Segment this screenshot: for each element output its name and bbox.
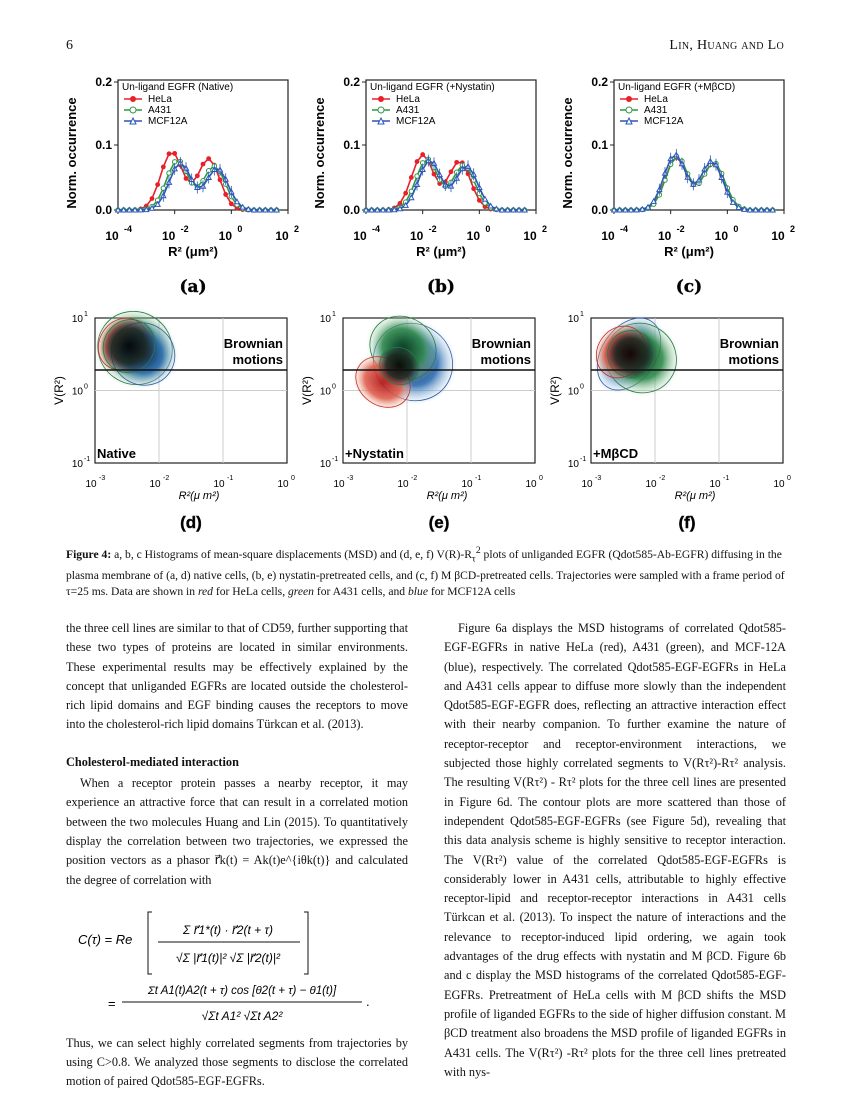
y-axis-label: V(R²) — [300, 376, 314, 405]
x-tick-label: 10 — [149, 479, 161, 490]
x-tick-exponent: -2 — [676, 224, 685, 234]
data-point — [206, 156, 211, 161]
x-tick-label: 10 — [581, 479, 593, 490]
condition-label: +Nystatin — [345, 446, 404, 461]
x-tick-label: 10 — [333, 479, 345, 490]
data-point — [201, 162, 206, 167]
data-point — [184, 176, 189, 181]
panel-label: (e) — [428, 513, 450, 532]
x-tick-exponent: 0 — [291, 475, 295, 482]
data-point — [409, 175, 414, 180]
x-tick-label: 10 — [523, 229, 537, 243]
y-tick-label: 10 — [567, 314, 579, 325]
y-tick-exponent: 1 — [332, 311, 336, 318]
eq-den2: √Σt A1² √Σt A2² — [201, 1008, 283, 1023]
caption-blue: blue — [408, 585, 428, 599]
y-tick-exponent: 0 — [84, 383, 88, 391]
legend-marker — [378, 107, 384, 113]
x-tick-label: 10 — [397, 479, 409, 490]
data-point — [415, 159, 420, 164]
caption-green: green — [288, 585, 314, 599]
x-tick-exponent: -1 — [723, 475, 730, 482]
x-tick-exponent: -2 — [659, 475, 666, 482]
histogram-panel — [312, 75, 547, 297]
histogram-panel — [560, 75, 795, 297]
eq-equals: = — [108, 995, 116, 1011]
x-tick-exponent: -3 — [595, 475, 602, 482]
figure-caption: Figure 4: a, b, c Histograms of mean-square displacements (MSD) and (d, e, f) $V(R)-R_\tau^2$ plots of unliganded EGFR (Qdot585-Ab-EGFR) diffusing in the plasma membrane of (a, d) native cells, (b, e) nystatin-pretreated cells, and (c, f) M βCD-pretreated cells. Trajectories were sampled with a frame period of τ=25 ms. Data are shown in red for HeLa cells, green for A431 cells, and blue for MCF12A cells — [66, 545, 785, 599]
y-axis-label: V(R²) — [548, 376, 562, 405]
legend-marker — [130, 107, 136, 113]
x-axis-label: R²(μ m²) — [426, 490, 468, 502]
x-tick-label: 10 — [85, 479, 97, 490]
x-tick-exponent: -3 — [99, 475, 106, 482]
x-tick-label: 10 — [466, 229, 481, 243]
brownian-label: motions — [232, 352, 283, 367]
legend-title: Un-ligand EGFR (Native) — [122, 82, 234, 93]
y-tick-label: 10 — [319, 459, 331, 470]
legend-marker — [378, 96, 384, 102]
eq-den1: √Σ |r⃗1(t)|² √Σ |r⃗2(t)|² — [176, 950, 280, 965]
data-point — [155, 182, 160, 187]
y-tick-exponent: 0 — [332, 383, 336, 391]
x-tick-label: 10 — [709, 479, 721, 490]
x-tick-exponent: 0 — [733, 224, 739, 234]
y-tick-label: 0.2 — [343, 75, 360, 89]
data-point — [449, 169, 454, 174]
y-tick-exponent: -1 — [580, 456, 587, 463]
data-point — [640, 207, 645, 212]
legend-marker — [130, 96, 136, 102]
figure-4 — [0, 0, 850, 540]
y-tick-exponent: 1 — [580, 311, 584, 318]
y-tick-exponent: -1 — [332, 456, 339, 463]
left-paragraph-2: When a receptor protein passes a nearby receptor, it may experience an attractive force that can result in a correlated motion between the two molecules Huang and Lin (2015). To quantitatively display the correlation between two trajectories, we expressed the position vectors as a phasor r⃗k(t) = Ak(t)e^{iθk(t)} and calculated the degree of correlation with — [66, 776, 408, 887]
running-head: Lin, Huang and Lo — [669, 38, 784, 53]
x-tick-exponent: -4 — [620, 224, 629, 234]
eq-dot: . — [366, 993, 370, 1009]
data-point — [403, 191, 408, 196]
x-tick-label: 10 — [409, 229, 424, 243]
y-tick-label: 10 — [319, 386, 331, 398]
panel-label: (a) — [179, 277, 207, 297]
x-tick-exponent: -4 — [124, 224, 133, 234]
contour-panel — [548, 301, 791, 532]
x-axis-label: R²(μ m²) — [674, 490, 716, 502]
data-point — [454, 160, 459, 165]
panel-label: (f) — [678, 513, 696, 532]
data-point — [195, 173, 200, 178]
x-tick-exponent: -2 — [180, 224, 189, 234]
histogram-panel — [64, 75, 299, 297]
legend-title: Un-ligand EGFR (+Nystatin) — [370, 82, 495, 93]
x-axis-label: R² (μm²) — [168, 244, 218, 259]
x-tick-label: 10 — [218, 229, 233, 243]
y-tick-label: 0.0 — [95, 203, 112, 217]
y-tick-label: 0.0 — [343, 203, 360, 217]
x-tick-exponent: 0 — [539, 475, 543, 482]
condition-label: +MβCD — [593, 446, 639, 461]
x-tick-label: 10 — [213, 479, 225, 490]
x-axis-label: R² (μm²) — [416, 244, 466, 259]
y-tick-label: 10 — [567, 386, 579, 398]
y-axis-label: Norm. occurrence — [312, 97, 327, 209]
eq-lhs: C(τ) = Re — [78, 931, 133, 947]
brownian-label: motions — [728, 352, 779, 367]
legend-entry: HeLa — [396, 94, 420, 105]
eq-num1: Σ r⃗1*(t) · r⃗2(t + τ) — [183, 922, 273, 937]
caption-text-1: a, b, c Histograms of mean-square displacements (MSD) and (d, e, f) V(R — [111, 547, 457, 561]
x-tick-exponent: 2 — [542, 224, 548, 234]
condition-label: Native — [97, 446, 137, 461]
x-tick-exponent: 0 — [787, 475, 791, 482]
y-tick-label: 10 — [71, 386, 83, 398]
right-column — [444, 619, 786, 1082]
x-tick-label: 10 — [275, 229, 289, 243]
x-tick-label: 10 — [161, 229, 176, 243]
caption-text-5: for MCF12A cells — [427, 585, 516, 599]
caption-red: red — [197, 585, 213, 599]
contour-panel — [52, 291, 295, 532]
legend-entry: A431 — [644, 105, 668, 116]
caption-math: $R_\tau^2$ — [464, 545, 481, 565]
page-number: 6 — [66, 38, 73, 53]
y-tick-label: 0.1 — [343, 138, 360, 152]
legend-marker — [626, 107, 632, 113]
x-tick-exponent: -4 — [372, 224, 381, 234]
panel-label: (d) — [180, 513, 202, 532]
y-axis-label: V(R²) — [52, 376, 66, 405]
x-tick-exponent: 0 — [237, 224, 243, 234]
y-tick-label: 10 — [319, 314, 331, 325]
section-heading: Cholesterol-mediated interaction — [66, 754, 239, 769]
y-axis-label: Norm. occurrence — [64, 97, 79, 209]
data-point — [167, 171, 171, 175]
x-axis-label: R²(μ m²) — [178, 490, 220, 502]
y-axis-label: Norm. occurrence — [560, 97, 575, 209]
left-column — [66, 619, 408, 1092]
data-point — [223, 192, 228, 197]
left-paragraph-1: the three cell lines are similar to that of CD59, further supporting that these two types of proteins are located in similar environments. These experimental results may be effectively explained by the concept that unliganded EGFRs are located outside the cholesterol-rich lipid domains and EGF binding causes the receptors to move into the cholesterol-rich lipid domains Türkcan et al. (2013). — [66, 621, 408, 732]
x-tick-label: 10 — [353, 229, 367, 243]
x-tick-label: 10 — [601, 229, 615, 243]
eq-num2: Σt A1(t)A2(t + τ) cos [θ2(t + τ) − θ1(t)] — [147, 984, 337, 997]
x-tick-label: 10 — [525, 479, 537, 490]
y-tick-exponent: -1 — [84, 456, 91, 463]
x-tick-label: 10 — [771, 229, 785, 243]
y-tick-label: 0.2 — [95, 75, 112, 89]
data-point — [172, 151, 177, 156]
x-tick-label: 10 — [714, 229, 729, 243]
x-tick-exponent: -3 — [347, 475, 354, 482]
x-tick-label: 10 — [773, 479, 785, 490]
caption-label: Figure 4: — [66, 547, 112, 561]
y-tick-label: 10 — [71, 314, 83, 325]
x-axis-label: R² (μm²) — [664, 244, 714, 259]
y-tick-exponent: 1 — [84, 311, 88, 318]
x-tick-label: 10 — [277, 479, 289, 490]
legend-entry: MCF12A — [396, 116, 436, 127]
data-point — [494, 206, 499, 211]
legend-entry: A431 — [396, 105, 420, 116]
x-tick-exponent: -1 — [475, 475, 482, 482]
x-tick-label: 10 — [657, 229, 672, 243]
caption-text-2: plots of unliganded EGFR (Qdot585-Ab-EGFR) diffusing in the plasma membrane of (a, d) native cells, (b, e) nystatin-pretreated cells, and (c, f) M βCD-pretreated cells. Trajectories were sampled with a frame period of τ=25 ms. Data are shown in — [66, 547, 785, 599]
y-tick-label: 0.1 — [95, 138, 112, 152]
data-point — [471, 186, 476, 191]
caption-text-4: for A431 cells, and — [313, 585, 408, 599]
x-tick-exponent: 2 — [790, 224, 796, 234]
x-tick-label: 10 — [105, 229, 119, 243]
x-tick-exponent: -2 — [428, 224, 437, 234]
data-point — [229, 201, 234, 206]
legend-entry: HeLa — [148, 94, 172, 105]
y-tick-label: 0.2 — [591, 75, 608, 89]
plot-frame — [614, 80, 784, 210]
x-tick-exponent: 0 — [485, 224, 491, 234]
data-point — [150, 196, 155, 201]
x-tick-exponent: -2 — [411, 475, 418, 482]
x-tick-exponent: -1 — [227, 475, 234, 482]
y-tick-label: 10 — [567, 459, 579, 470]
y-tick-label: 0.1 — [591, 138, 608, 152]
data-point — [246, 207, 251, 212]
panel-label: (b) — [427, 277, 455, 297]
left-paragraph-3: Thus, we can select highly correlated segments from trajectories by using C>0.8. We analyzed those segments to disclose the correlated motion of paired Qdot585-EGF-EGFRs. — [66, 1035, 408, 1089]
correlation-equation — [66, 896, 408, 1026]
data-point — [420, 152, 425, 157]
y-tick-exponent: 0 — [580, 383, 584, 391]
legend-title: Un-ligand EGFR (+MβCD) — [618, 82, 736, 93]
panel-label: (c) — [675, 277, 703, 297]
brownian-label: Brownian — [223, 336, 283, 351]
data-point — [415, 174, 419, 178]
y-tick-label: 10 — [71, 459, 83, 470]
legend-entry: MCF12A — [148, 116, 188, 127]
legend-entry: HeLa — [644, 94, 668, 105]
legend-marker — [626, 96, 632, 102]
right-paragraph-1: Figure 6a displays the MSD histograms of correlated Qdot585-EGF-EGFRs in native HeLa (red), A431 (green), and MCF-12A (blue), respectively. The correlated Qdot585-EGF-EGFRs in HeLa and A431 cells appear to diffuse more slowly than the independent Qdot585-EGF-EGFR does, reflecting an attractive interaction effect with their nearby companion. To further examine the nature of receptor-receptor and receptor-environment interactions, we subjected those highly correlated segments to V(Rτ²)-Rτ² analysis. The resulting V(Rτ²) - Rτ² plots for the three cell lines are presented in Figure 6d. The contour plots are more scattered than those of independent Qdot585-EGF-EGFRs (see Figure 5d), revealing that this data analysis scheme is highly sensitive to receptor interaction. The V(Rτ²) value of the correlated Qdot585-EGF-EGFRs is considerably lower in A431 cells, attributable to highly effective receptor-lipid and receptor-receptor interactions in A431 cells Türkcan et al. (2013). To inspect the nature of interactions and the relevance to receptor-induced lipid ordering, we again took advantages of the drug effects with nystatin and M βCD. Figure 6b and c display the MSD histograms of the correlated Qdot585-EGF-EGFRs. Pretreatment of HeLa cells with M βCD shifts the MSD profile of liganded EGFRs to the side of higher diffusion constant. M βCD treatment also broadens the MSD profile of liganded EGFRs in A431 cells. The V(Rτ²) -Rτ² plots for the three cell lines pretreated with nys- — [444, 621, 786, 1079]
data-point — [161, 165, 166, 170]
caption-text-3: for HeLa cells, — [212, 585, 288, 599]
x-tick-label: 10 — [461, 479, 473, 490]
data-point — [477, 198, 482, 203]
y-tick-label: 0.0 — [591, 203, 608, 217]
brownian-label: Brownian — [471, 336, 531, 351]
x-tick-exponent: -2 — [163, 475, 170, 482]
data-point — [167, 151, 172, 156]
x-tick-label: 10 — [645, 479, 657, 490]
contour-panel — [300, 298, 543, 532]
brownian-label: motions — [480, 352, 531, 367]
x-tick-exponent: 2 — [294, 224, 300, 234]
legend-entry: MCF12A — [644, 116, 684, 127]
brownian-label: Brownian — [719, 336, 779, 351]
data-point — [218, 177, 223, 182]
legend-entry: A431 — [148, 105, 172, 116]
